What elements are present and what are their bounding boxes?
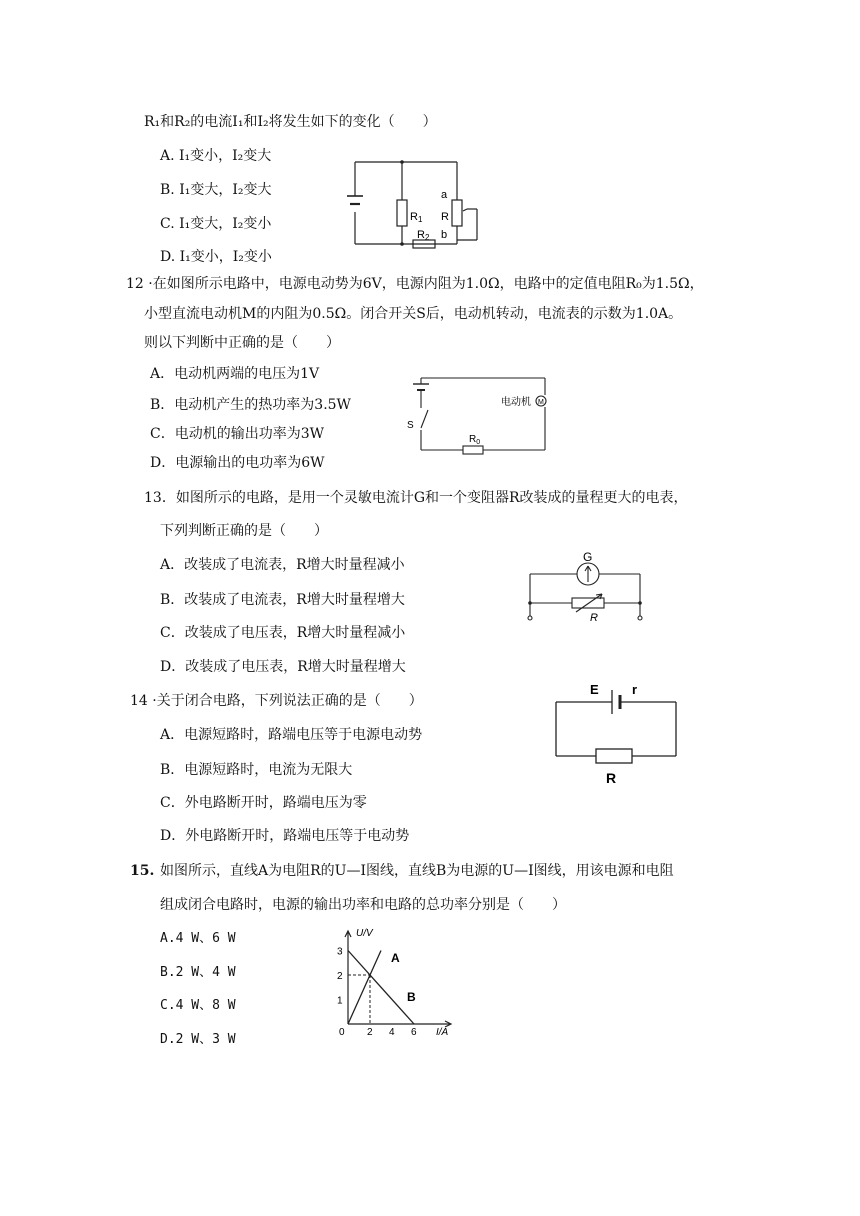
q15-number: 15. bbox=[130, 863, 155, 879]
q12-label-motor: 电动机 bbox=[501, 397, 531, 408]
q15-option-d: D.2 W、3 W bbox=[160, 1032, 236, 1047]
q15-ytick-1: 1 bbox=[337, 995, 343, 1007]
q14-option-a: A．电源短路时，路端电压等于电源电动势 bbox=[160, 727, 423, 743]
q15-xtick-2: 2 bbox=[367, 1027, 373, 1036]
q15-y-axis-label: U/V bbox=[356, 928, 373, 939]
q13-option-b: B．改装成了电流表，R增大时量程增大 bbox=[160, 592, 405, 608]
q12-motor-m: M bbox=[538, 399, 544, 406]
q13-label-g: G bbox=[583, 550, 593, 564]
q11-option-a: A. I₁变小，I₂变大 bbox=[160, 148, 272, 164]
q13-stem-line1: 13．如图所示的电路，是用一个灵敏电流计G和一个变阻器R改装成的量程更大的电表， bbox=[144, 490, 688, 506]
q14-label-r-small: r bbox=[632, 682, 638, 697]
q15-ui-graph bbox=[330, 924, 460, 1036]
q12-label-r0: $R_0$ bbox=[469, 434, 481, 446]
q12-circuit-diagram bbox=[403, 364, 553, 458]
q15-option-b: B.2 W、4 W bbox=[160, 965, 236, 980]
q14-option-c: C．外电路断开时，路端电压为零 bbox=[160, 795, 367, 811]
q15-option-a: A.4 W、6 W bbox=[160, 931, 236, 946]
q14-label-e: E bbox=[590, 682, 599, 697]
q15-stem-line2: 组成闭合电路时，电源的输出功率和电路的总功率分别是（ ） bbox=[160, 897, 566, 913]
q11-option-b: B. I₁变大，I₂变大 bbox=[160, 182, 272, 198]
q15-xtick-6: 6 bbox=[411, 1027, 417, 1036]
q15-x-axis-label: I/A bbox=[436, 1027, 449, 1036]
q12-stem-line2: 小型直流电动机M的内阻为0.5Ω。闭合开关S后，电动机转动，电流表的示数为1.0A。 bbox=[144, 306, 683, 322]
q15-ytick-3: 3 bbox=[337, 946, 343, 958]
q11-label-b: b bbox=[441, 229, 448, 241]
q12-stem-line3: 则以下判断中正确的是（ ） bbox=[144, 335, 340, 351]
q11-option-d: D. I₁变小，I₂变小 bbox=[160, 249, 272, 265]
q15-ytick-2: 2 bbox=[337, 971, 343, 982]
q13-option-a: A．改装成了电流表，R增大时量程减小 bbox=[160, 557, 405, 573]
q14-stem: 14 ·关于闭合电路，下列说法正确的是（ ） bbox=[130, 693, 423, 709]
q13-option-c: C．改装成了电压表，R增大时量程减小 bbox=[160, 625, 406, 641]
q15-stem-line1: 如图所示，直线A为电阻R的U—I图线，直线B为电源的U—I图线，用该电源和电阻 bbox=[160, 863, 674, 879]
q14-circuit-diagram bbox=[548, 680, 683, 788]
q11-option-c: C. I₁变大，I₂变小 bbox=[160, 216, 272, 232]
q12-option-d: D．电源输出的电功率为6W bbox=[150, 455, 325, 471]
q12-option-a: A．电动机两端的电压为1V bbox=[150, 366, 320, 382]
q15-line-b-label: B bbox=[407, 990, 416, 1004]
q14-option-d: D．外电路断开时，路端电压等于电动势 bbox=[160, 828, 410, 844]
q11-label-r: R bbox=[441, 211, 449, 223]
q11-label-r2: R2 bbox=[417, 229, 430, 242]
q14-label-big-r: R bbox=[606, 770, 617, 786]
q12-stem-line1: 12 ·在如图所示电路中，电源电动势为6V，电源内阻为1.0Ω，电路中的定值电阻R₀为1.5Ω， bbox=[126, 276, 704, 292]
q15-xtick-4: 4 bbox=[389, 1027, 395, 1036]
q12-label-s: S bbox=[407, 420, 414, 431]
q14-option-b: B．电源短路时，电流为无限大 bbox=[160, 762, 353, 778]
q11-circuit-diagram bbox=[345, 154, 485, 254]
q12-option-c: C．电动机的输出功率为3W bbox=[150, 426, 325, 442]
q12-option-b: B．电动机产生的热功率为3.5W bbox=[150, 397, 351, 413]
q11-stem: R₁和R₂的电流I₁和I₂将发生如下的变化（ ） bbox=[144, 114, 437, 130]
q13-option-d: D．改装成了电压表，R增大时量程增大 bbox=[160, 659, 406, 675]
q11-label-a: a bbox=[441, 189, 448, 201]
q15-origin-label: 0 bbox=[339, 1027, 345, 1036]
q13-stem-line2: 下列判断正确的是（ ） bbox=[160, 523, 328, 539]
q15-line-a-label: A bbox=[391, 951, 400, 965]
q11-label-r1: R1 bbox=[410, 211, 423, 224]
q15-line-b bbox=[348, 951, 414, 1025]
q13-meter-diagram bbox=[520, 546, 650, 628]
q13-label-r: R bbox=[590, 612, 598, 624]
q15-option-c: C.4 W、8 W bbox=[160, 998, 236, 1013]
q15-line-a bbox=[348, 951, 381, 1025]
